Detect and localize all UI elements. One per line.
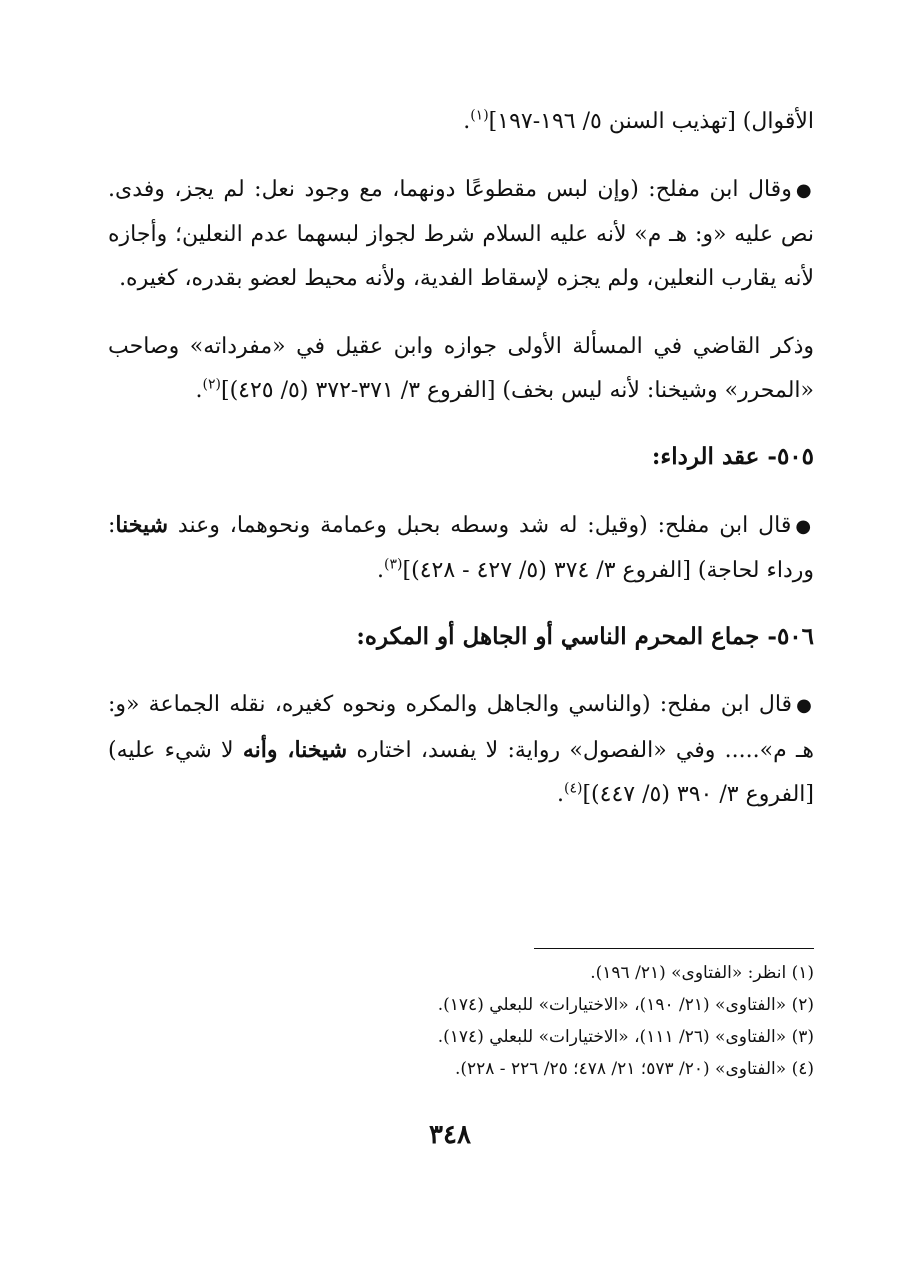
footnote-4: (٤) «الفتاوى» (٢٠/ ٥٧٣؛ ٢١/ ٤٧٨؛ ٢٥/ ٢٢٦ - ٢٢٨). (454, 1059, 814, 1079)
page-number: ٣٤٨ (429, 1120, 471, 1150)
paragraph-text: لا شيء عليه) [الفروع ٣/ ٣٩٠ (٥/ ٤٤٧)] (108, 738, 814, 807)
paragraph-end: . (463, 109, 471, 134)
footnote-2: (٢) «الفتاوى» (٢١/ ١٩٠)، «الاختيارات» للبعلي (١٧٤). (437, 995, 814, 1015)
paragraph-end: . (556, 782, 564, 807)
footnote-ref-3[interactable]: (٣) (384, 556, 403, 573)
main-text (108, 100, 814, 817)
bullet-icon: ● (796, 695, 814, 716)
footnote-ref-4[interactable]: (٤) (563, 780, 583, 797)
bold-term: شيخنا (115, 512, 169, 538)
paragraph-text: الأقوال) [تهذيب السنن ٥/ ١٩٦-١٩٧] (488, 109, 814, 134)
paragraph-continuation (108, 100, 814, 144)
section-heading-505: ٥٠٥- عقد الرداء: (651, 443, 814, 470)
paragraph-text: : ورداء لحاجة) [الفروع ٣/ ٣٧٤ (٥/ ٤٢٧ - ٤٢٨)] (108, 513, 814, 583)
footnote-divider (534, 948, 814, 949)
bold-term: شيخنا، وأنه (242, 737, 348, 763)
footnote-1: (١) انظر: «الفتاوى» (٢١/ ١٩٦). (590, 963, 814, 983)
paragraph-end: . (377, 558, 385, 583)
paragraph-text: وقال ابن مفلح: (وإن لبس مقطوعًا دونهما، مع وجود نعل: لم يجز، وفدى. نص عليه «و: هـ م» لأنه عليه السلام شرط لجواز لبسهما عدم النعلين؛ وأجازه لأنه يقارب النعلين، ولم يجزه لإسقاط الفدية، ولأنه محيط لعضو بقدره، كغيره. (108, 177, 814, 291)
footnote-3: (٣) «الفتاوى» (٢٦/ ١١١)، «الاختيارات» للبعلي (١٧٤). (437, 1027, 814, 1047)
paragraph-qadi-opinion (108, 325, 814, 413)
paragraph-text: وذكر القاضي في المسألة الأولى جوازه وابن عقيل في «مفرداته» وصاحب «المحرر» وشيخنا: لأنه ليس بخف) [الفروع ٣/ ٣٧١-٣٧٢ (٥/ ٤٢٥)] (108, 334, 814, 403)
paragraph-ibn-muflih-sandals (108, 168, 814, 301)
paragraph-text: قال ابن مفلح: (وقيل: له شد وسطه بحبل وعمامة ونحوهما، وعند (168, 513, 792, 538)
footnotes-section (108, 948, 814, 1085)
bullet-icon: ● (795, 516, 814, 537)
paragraph-end: . (195, 378, 203, 403)
footnote-ref-2[interactable]: (٢) (202, 376, 221, 393)
paragraph-ibn-muflih-jima (108, 683, 814, 817)
footnote-ref-1[interactable]: (١) (470, 107, 489, 124)
bullet-icon: ● (795, 180, 814, 201)
paragraph-text: قال ابن مفلح: (والناسي والجاهل والمكره ونحوه كغيره، نقله الجماعة «و: هـ م»..... وفي «الفصول» رواية: لا يفسد، اختاره (108, 692, 815, 763)
paragraph-ibn-muflih-rida (108, 503, 814, 593)
section-heading-506: ٥٠٦- جماع المحرم الناسي أو الجاهل أو المكره: (356, 623, 814, 650)
